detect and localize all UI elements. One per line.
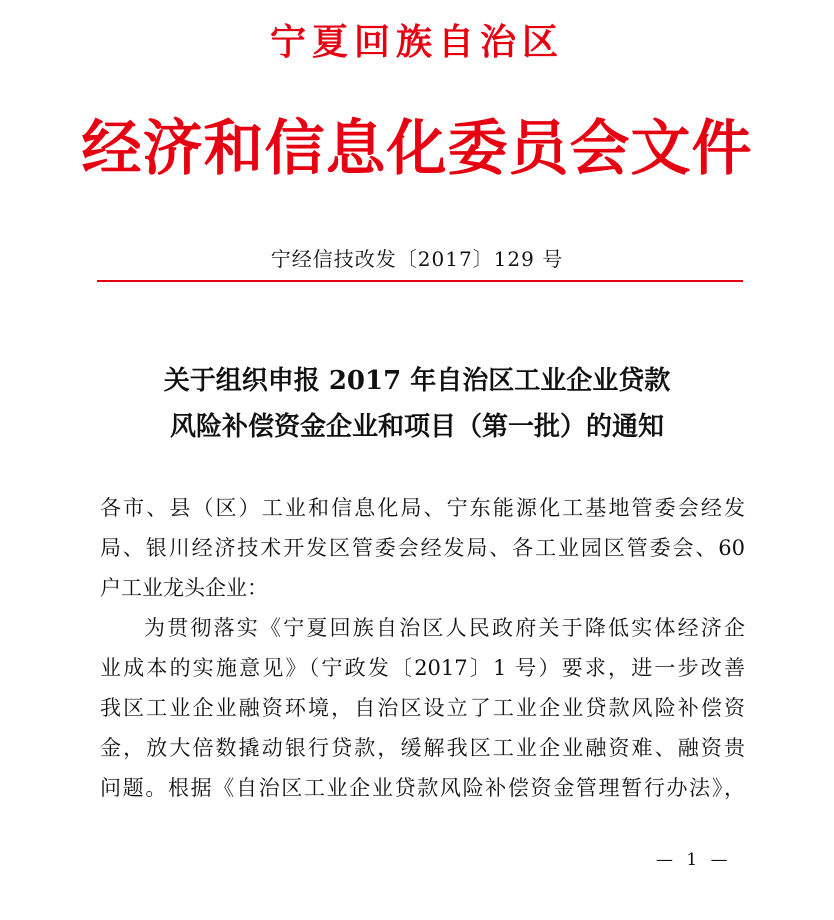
document-body (100, 488, 745, 808)
addressee-line: 各市、县（区）工业和信息化局、宁东能源化工基地管委会经发 (100, 496, 745, 520)
document-title (0, 358, 834, 450)
addressee-line: 户工业龙头企业： (100, 576, 268, 600)
document-title-line-2: 风险补偿资金企业和项目（第一批）的通知 (169, 412, 664, 442)
addressee-line: 局、银川经济技术开发区管委会经发局、各工业园区管委会、60 (100, 536, 745, 560)
addressee-paragraph (100, 488, 745, 608)
body-line: 业成本的实施意见》（宁政发〔2017〕1 号）要求，进一步改善 (100, 656, 745, 680)
body-line: 我区工业企业融资环境，自治区设立了工业企业贷款风险补偿资 (100, 696, 745, 720)
document-title-line-1: 关于组织申报 2017 年自治区工业企业贷款 (163, 366, 671, 396)
document-number: 宁经信技改发〔2017〕129 号 (270, 247, 564, 271)
body-paragraph (100, 608, 745, 808)
body-line: 问题。根据《自治区工业企业贷款风险补偿资金管理暂行办法》， (100, 776, 745, 800)
page-number: — 1 — (656, 850, 732, 870)
issuer-header-region: 宁夏回族自治区 (269, 21, 564, 63)
red-separator-rule (97, 280, 743, 282)
issuer-header-office: 经济和信息化委员会文件 (81, 114, 753, 184)
body-line: 金，放大倍数撬动银行贷款，缓解我区工业企业融资难、融资贵 (100, 736, 745, 760)
body-line: 为贯彻落实《宁夏回族自治区人民政府关于降低实体经济企 (144, 616, 745, 640)
